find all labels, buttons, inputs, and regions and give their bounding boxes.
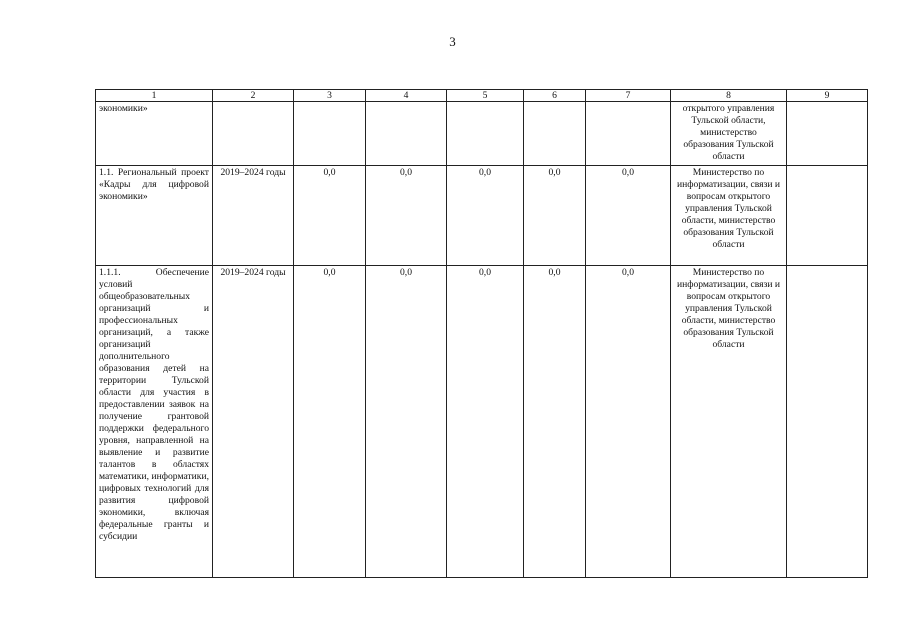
row-value-4: 0,0 xyxy=(366,166,447,266)
row-value-4: 0,0 xyxy=(366,266,447,578)
row-note xyxy=(787,266,868,578)
row-responsible: Министерство по информатизации, связи и вопросам открытого управления Тульской области, министерство образования Тульской области xyxy=(671,266,787,578)
row-value-5: 0,0 xyxy=(447,266,524,578)
row-value-3: 0,0 xyxy=(294,166,366,266)
column-header-5: 5 xyxy=(447,90,524,102)
row-description: 1.1. Региональный проект «Кадры для цифровой экономики» xyxy=(96,166,213,266)
page-number: 3 xyxy=(449,34,456,49)
column-number-row xyxy=(96,90,868,102)
row-description: экономики» xyxy=(96,102,213,166)
column-header-2: 2 xyxy=(213,90,294,102)
table-row xyxy=(96,166,868,266)
row-value-6: 0,0 xyxy=(524,266,586,578)
table-row xyxy=(96,266,868,578)
column-header-9: 9 xyxy=(787,90,868,102)
row-note xyxy=(787,102,868,166)
row-value-4 xyxy=(366,102,447,166)
row-responsible: Министерство по информатизации, связи и вопросам открытого управления Тульской области, министерство образования Тульской области xyxy=(671,166,787,266)
column-header-3: 3 xyxy=(294,90,366,102)
row-description: 1.1.1. Обеспечение условий общеобразовательных организаций и профессиональных организаций, а также организаций дополнительного образования детей на территории Тульской области для участия в предоставлении заявок на получение грантовой поддержки федерального уровня, направленной на выявление и развитие талантов в областях математики, информатики, цифровых технологий для развития цифровой экономики, включая федеральные гранты и субсидии xyxy=(96,266,213,578)
row-value-5 xyxy=(447,102,524,166)
row-value-5: 0,0 xyxy=(447,166,524,266)
table-row xyxy=(96,102,868,166)
row-period: 2019–2024 годы xyxy=(213,266,294,578)
row-note xyxy=(787,166,868,266)
column-header-7: 7 xyxy=(586,90,671,102)
program-table xyxy=(95,89,868,578)
column-header-4: 4 xyxy=(366,90,447,102)
row-value-7: 0,0 xyxy=(586,266,671,578)
column-header-1: 1 xyxy=(96,90,213,102)
row-period xyxy=(213,102,294,166)
row-value-7 xyxy=(586,102,671,166)
column-header-6: 6 xyxy=(524,90,586,102)
row-value-3: 0,0 xyxy=(294,266,366,578)
row-period: 2019–2024 годы xyxy=(213,166,294,266)
row-value-6: 0,0 xyxy=(524,166,586,266)
column-header-8: 8 xyxy=(671,90,787,102)
row-responsible: открытого управления Тульской области, министерство образования Тульской области xyxy=(671,102,787,166)
row-value-6 xyxy=(524,102,586,166)
row-value-3 xyxy=(294,102,366,166)
row-value-7: 0,0 xyxy=(586,166,671,266)
